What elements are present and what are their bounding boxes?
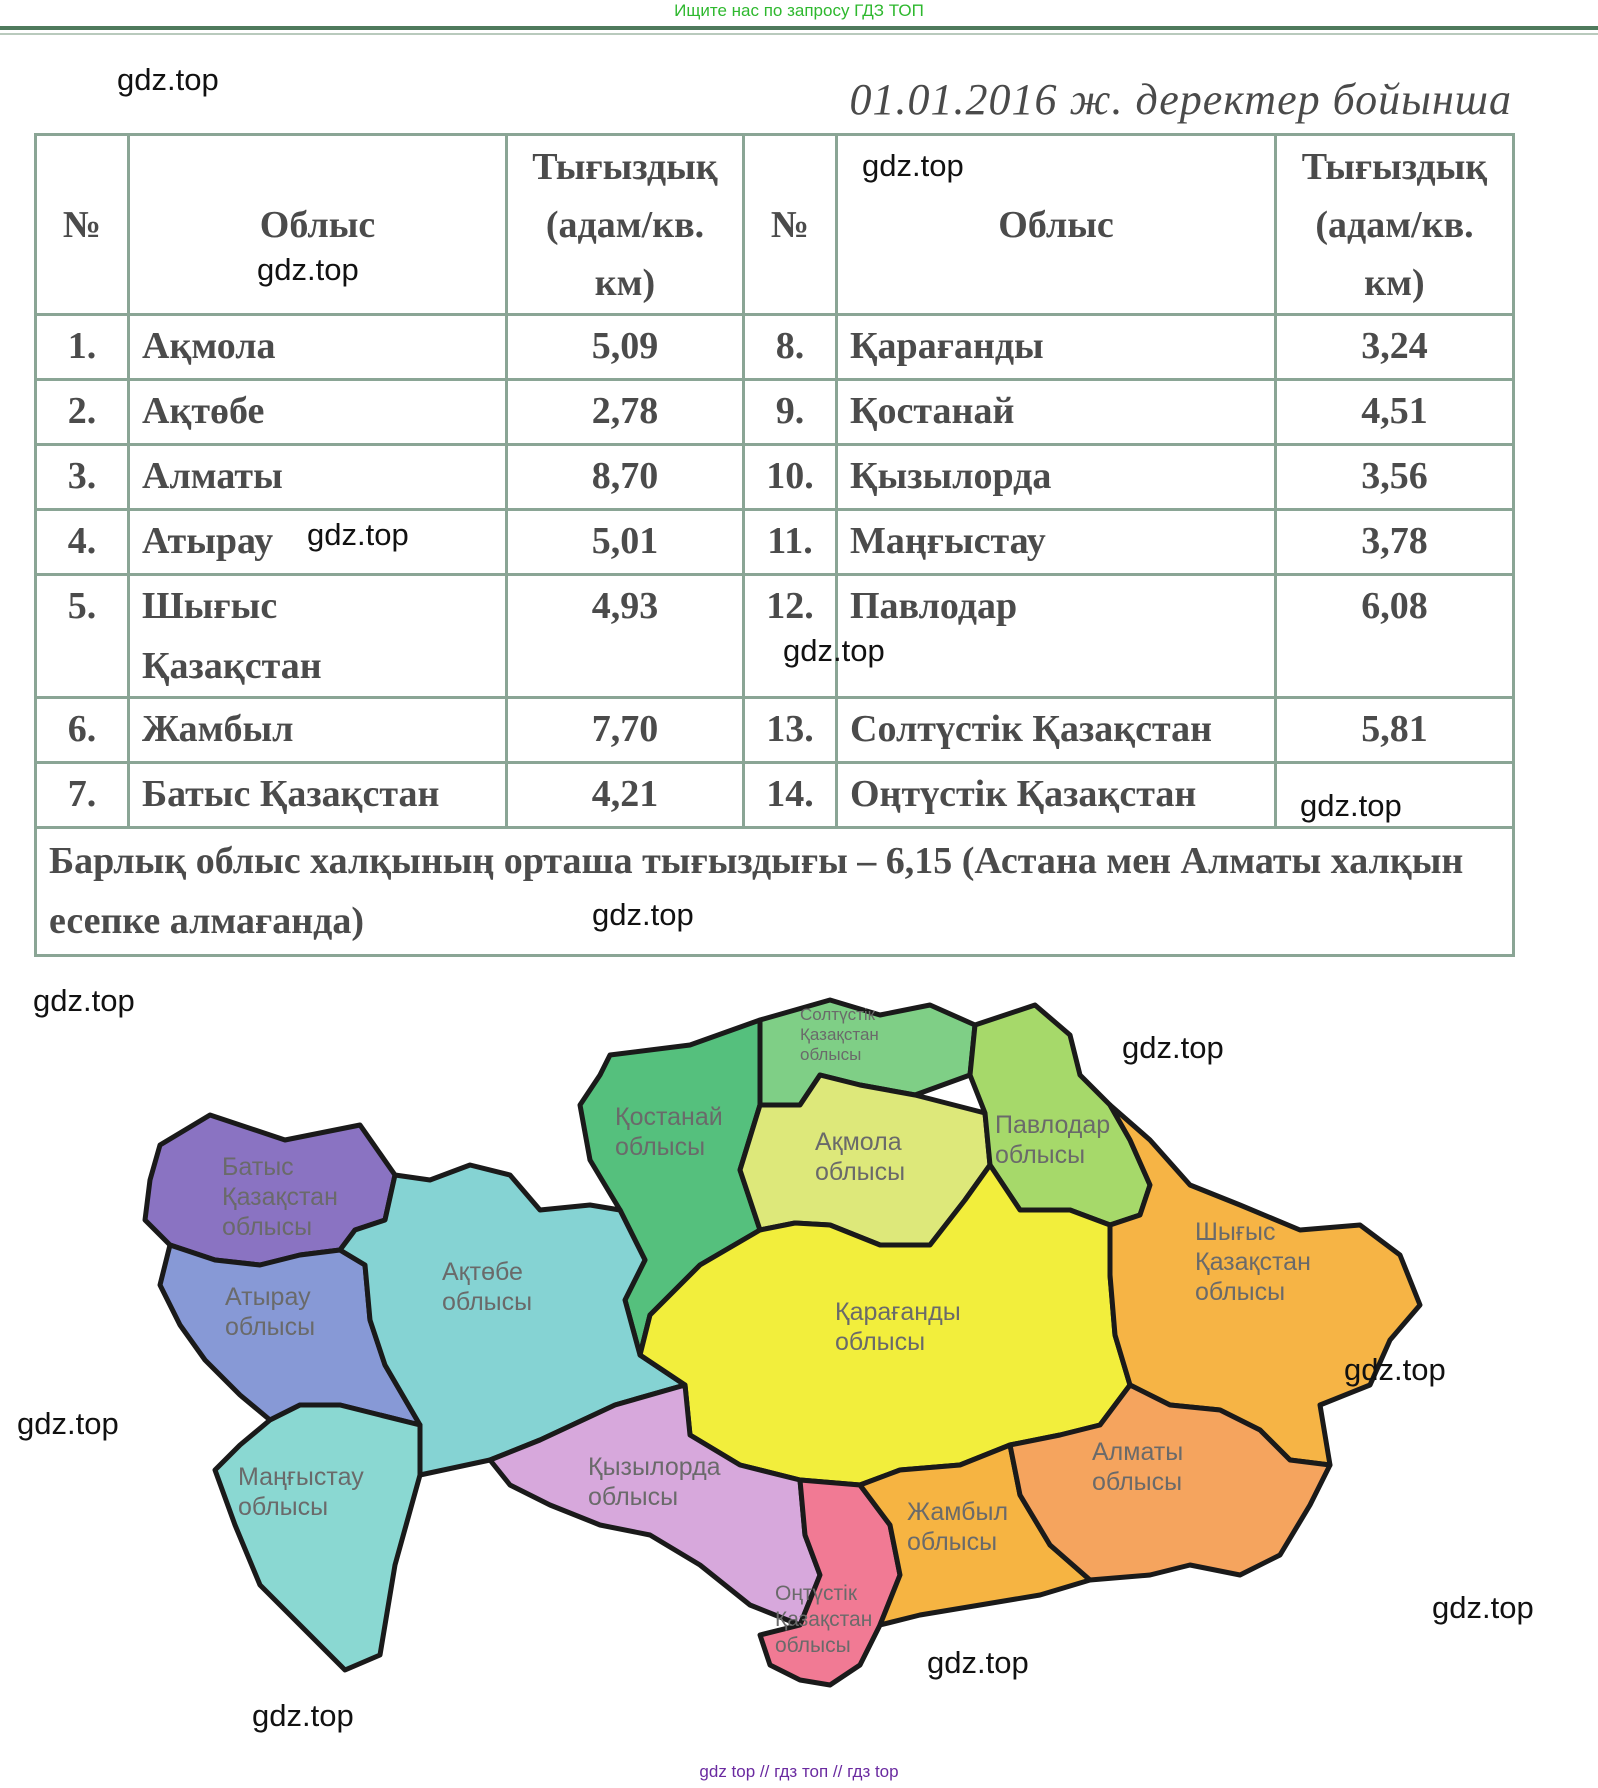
row-region: Ақтөбе [129,380,507,445]
row-region: Қызылорда [837,445,1276,510]
top-banner[interactable]: Ищите нас по запросу ГДЗ ТОП [674,1,924,20]
region-label: Атырау облысы [225,1283,316,1341]
date-caption: 01.01.2016 ж. деректер бойынша [849,75,1512,124]
region-mangystau [215,1405,420,1670]
row-region: Жамбыл [129,698,507,763]
row-value: 4,21 [507,763,744,828]
header-density-line: км) [1364,261,1425,304]
region-label: Шығыс Қазақстан облысы [1195,1218,1311,1306]
top-rule-thin [0,33,1598,35]
table-row [36,380,1514,445]
row-value: 4,51 [1276,380,1514,445]
row-num: 5. [36,575,129,698]
row-region: Маңғыстау [837,510,1276,575]
row-region [129,575,507,698]
table-footer-row [36,828,1514,956]
header-region: Облыс [129,135,507,315]
row-value: 5,81 [1276,698,1514,763]
row-num: 4. [36,510,129,575]
row-region: Алматы [129,445,507,510]
row-num: 12. [744,575,837,698]
row-value: 3,56 [1276,445,1514,510]
watermark: gdz.top [1344,1352,1446,1387]
watermark: gdz.top [927,1645,1029,1680]
region-label: Оңтүстік Қазақстан облысы [775,1582,873,1657]
row-value: 4,93 [507,575,744,698]
row-region-line: Шығыс [142,585,278,627]
region-label: Ақтөбе облысы [442,1258,533,1316]
region-label: Ақмола облысы [815,1128,906,1186]
table-footer-note: Барлық облыс халқының орташа тығыздығы – 6,15 (Астана мен Алматы халқын есепке алмағанда) [36,828,1514,956]
header-density [507,135,744,315]
watermark: gdz.top [17,1406,119,1441]
header-num: № [36,135,129,315]
watermark: gdz.top [592,897,694,932]
table-row [36,763,1514,828]
watermark: gdz.top [307,517,409,552]
table-row [36,445,1514,510]
watermark: gdz.top [117,62,219,97]
row-value: 5,09 [507,315,744,380]
row-num: 2. [36,380,129,445]
table-row [36,315,1514,380]
region-label: Қызылорда облысы [588,1453,721,1511]
region-label: Қостанай облысы [615,1103,723,1161]
row-region: Ақмола [129,315,507,380]
watermark: gdz.top [1432,1590,1534,1625]
watermark: gdz.top [33,983,135,1018]
region-label: Батыс Қазақстан облысы [222,1153,338,1241]
row-value: 3,24 [1276,315,1514,380]
row-region: Павлодар [837,575,1276,698]
header-density-line: Тығыздық [532,145,718,188]
row-num: 1. [36,315,129,380]
table-row [36,510,1514,575]
watermark: gdz.top [1122,1030,1224,1065]
watermark: gdz.top [1300,788,1402,823]
header-density [1276,135,1514,315]
header-density-line: Тығыздық [1301,145,1488,188]
row-region: Атырау [129,510,507,575]
row-value: 3,78 [1276,510,1514,575]
row-region: Қарағанды [837,315,1276,380]
row-value: 8,70 [507,445,744,510]
row-num: 3. [36,445,129,510]
row-num: 7. [36,763,129,828]
header-density-line: (адам/кв. [545,203,705,246]
row-num: 8. [744,315,837,380]
row-num: 6. [36,698,129,763]
row-region: Қостанай [837,380,1276,445]
region-label: Қарағанды облысы [835,1298,961,1356]
header-density-line: (адам/кв. [1315,203,1474,246]
region-label: Алматы облысы [1092,1438,1184,1496]
table-row [36,698,1514,763]
watermark: gdz.top [252,1698,354,1733]
row-region-line: Қазақстан [142,645,322,687]
watermark: gdz.top [862,148,964,183]
row-value: 5,01 [507,510,744,575]
row-region: Батыс Қазақстан [129,763,507,828]
row-num: 13. [744,698,837,763]
region-label: Павлодар облысы [995,1111,1111,1169]
row-value: 7,70 [507,698,744,763]
watermark: gdz.top [783,633,885,668]
top-rule [0,26,1598,30]
row-region: Солтүстік Қазақстан [837,698,1276,763]
row-value: 6,08 [1276,575,1514,698]
region-label: Солтүстік Қазақстан облысы [800,1005,879,1064]
table-row [36,575,1514,698]
header-num: № [744,135,837,315]
header-region: Облыс [837,135,1276,315]
row-value: 2,78 [507,380,744,445]
row-num: 10. [744,445,837,510]
watermark: gdz.top [257,252,359,287]
row-num: 9. [744,380,837,445]
row-region: Оңтүстік Қазақстан [837,763,1276,828]
region-label: Жамбыл облысы [907,1498,1009,1556]
header-density-line: км) [594,261,656,304]
bottom-links[interactable]: gdz top // гдз топ // гдз top [699,1762,899,1781]
row-num: 11. [744,510,837,575]
region-label: Маңғыстау облысы [238,1463,364,1521]
row-num: 14. [744,763,837,828]
